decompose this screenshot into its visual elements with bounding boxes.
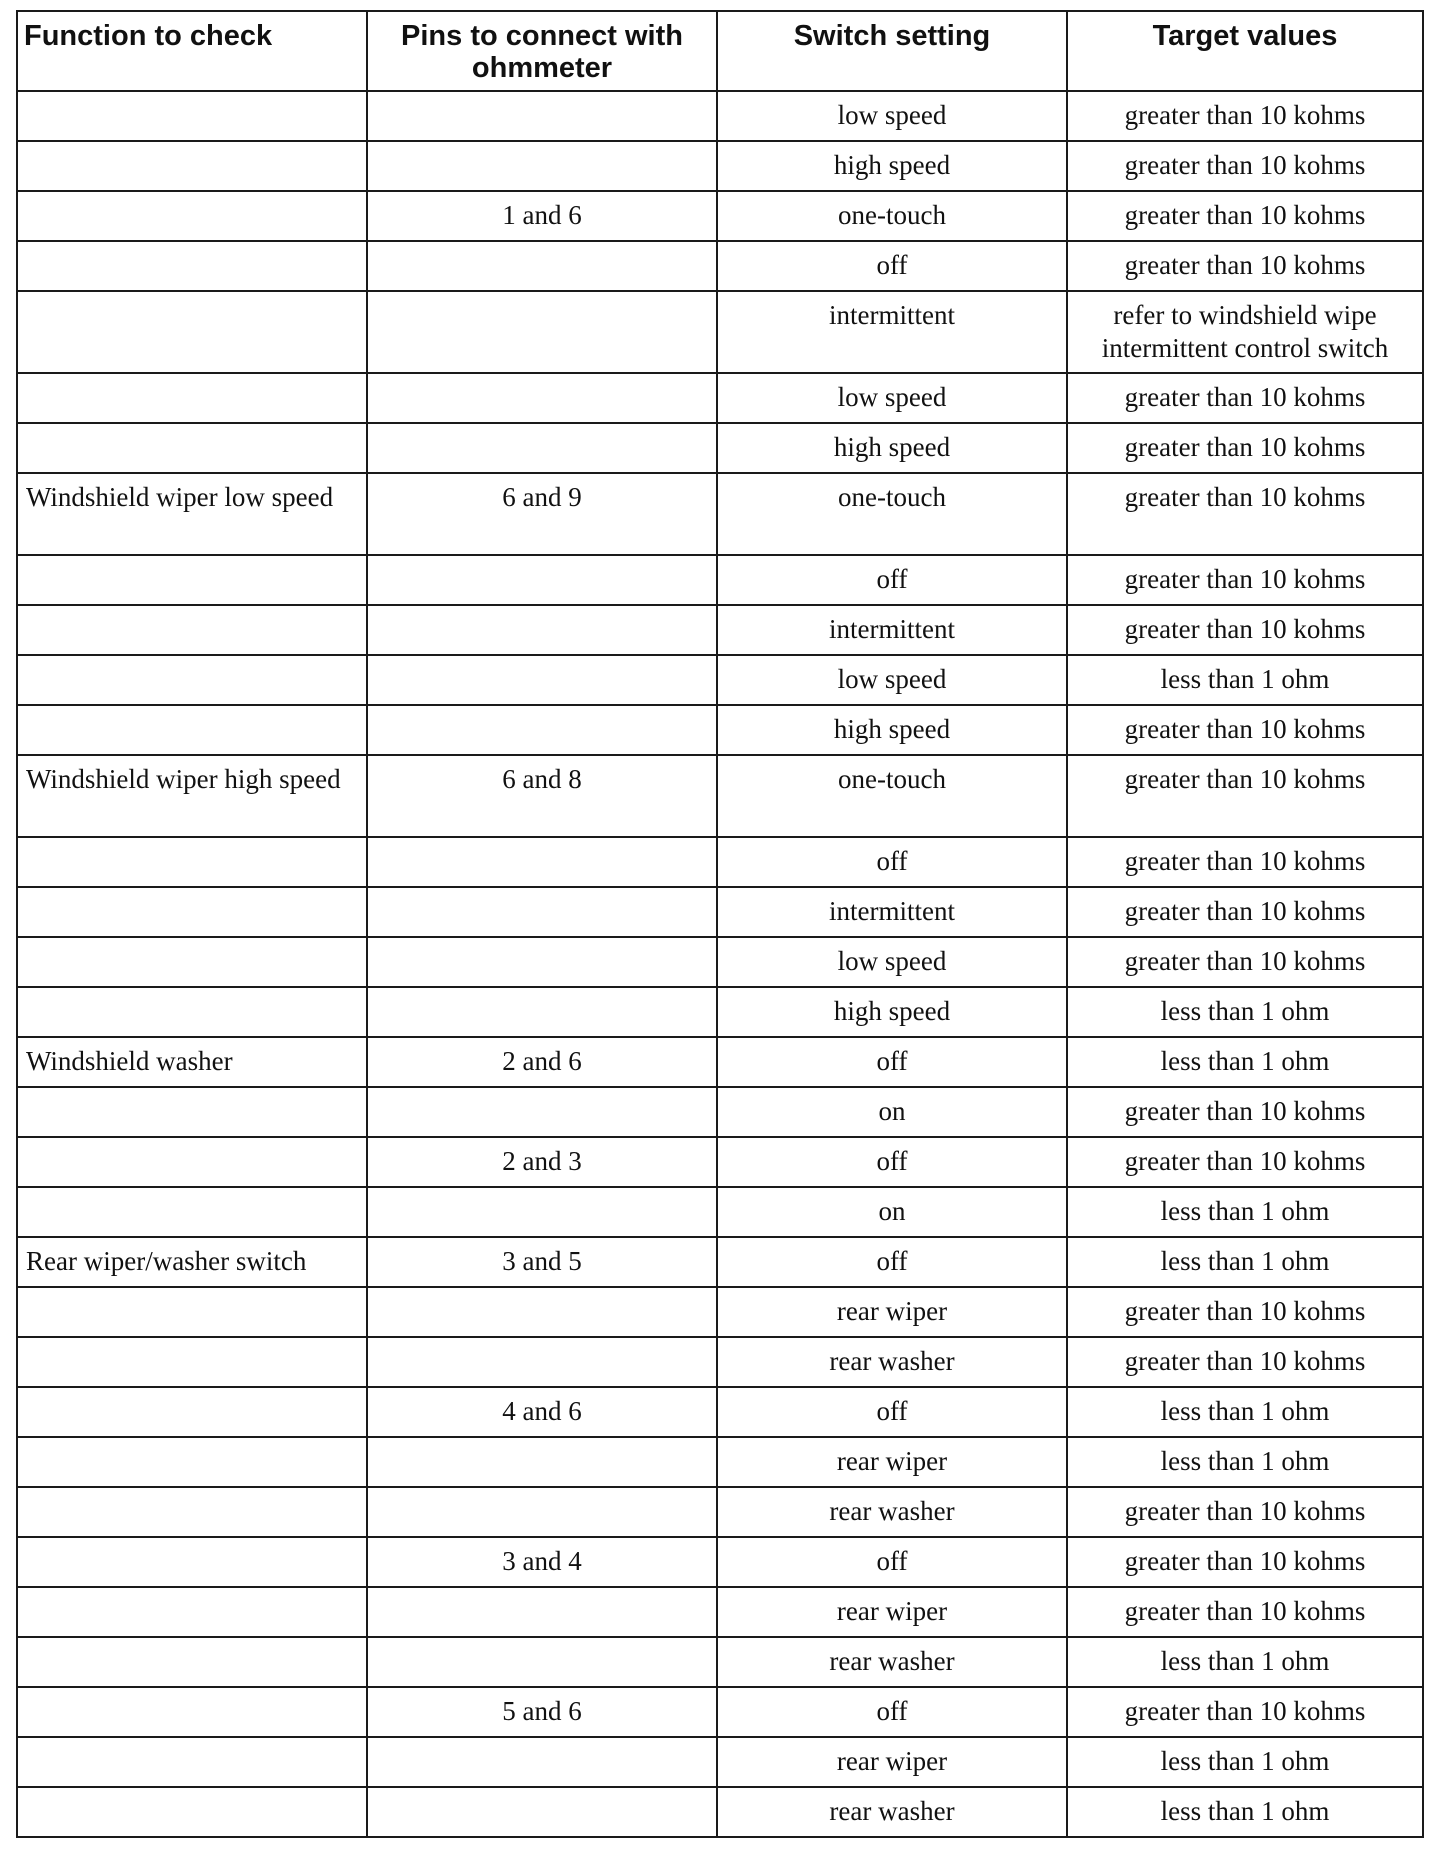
- function-cell: [17, 423, 367, 473]
- target-value-cell: greater than 10 kohms: [1067, 1587, 1423, 1637]
- target-value-cell: less than 1 ohm: [1067, 1037, 1423, 1087]
- function-cell: [17, 937, 367, 987]
- pins-cell: [367, 555, 717, 605]
- target-value-cell: greater than 10 kohms: [1067, 1137, 1423, 1187]
- target-value-cell: less than 1 ohm: [1067, 1437, 1423, 1487]
- switch-setting-cell: high speed: [717, 705, 1067, 755]
- table-row: [17, 141, 1423, 191]
- function-cell: [17, 555, 367, 605]
- switch-setting-cell: rear wiper: [717, 1437, 1067, 1487]
- table-row: [17, 555, 1423, 605]
- pins-cell: [367, 373, 717, 423]
- pins-cell: [367, 887, 717, 937]
- target-value-cell: greater than 10 kohms: [1067, 887, 1423, 937]
- function-cell: [17, 1637, 367, 1687]
- table-row: [17, 1237, 1423, 1287]
- pins-cell: [367, 1187, 717, 1237]
- function-cell: [17, 1737, 367, 1787]
- pins-cell: [367, 1487, 717, 1537]
- switch-setting-cell: rear washer: [717, 1787, 1067, 1837]
- target-value-cell: greater than 10 kohms: [1067, 473, 1423, 555]
- switch-setting-cell: high speed: [717, 423, 1067, 473]
- table-row: [17, 1487, 1423, 1537]
- function-cell: [17, 241, 367, 291]
- function-cell: [17, 1437, 367, 1487]
- header-pins: Pins to connect with ohmmeter: [367, 11, 717, 91]
- function-cell: [17, 1187, 367, 1237]
- switch-setting-cell: off: [717, 837, 1067, 887]
- switch-setting-cell: on: [717, 1087, 1067, 1137]
- function-cell: [17, 91, 367, 141]
- table-row: [17, 937, 1423, 987]
- target-value-cell: less than 1 ohm: [1067, 987, 1423, 1037]
- table-row: [17, 423, 1423, 473]
- pins-cell: [367, 1587, 717, 1637]
- pins-cell: [367, 937, 717, 987]
- pins-cell: [367, 987, 717, 1037]
- switch-setting-cell: low speed: [717, 91, 1067, 141]
- switch-setting-cell: rear washer: [717, 1337, 1067, 1387]
- function-cell: [17, 1787, 367, 1837]
- target-value-cell: less than 1 ohm: [1067, 1237, 1423, 1287]
- table-row: [17, 605, 1423, 655]
- target-value-cell: greater than 10 kohms: [1067, 1487, 1423, 1537]
- switch-setting-cell: rear wiper: [717, 1287, 1067, 1337]
- header-target-values: Target values: [1067, 11, 1423, 91]
- pins-cell: [367, 1437, 717, 1487]
- target-value-cell: less than 1 ohm: [1067, 1787, 1423, 1837]
- switch-setting-cell: rear wiper: [717, 1737, 1067, 1787]
- table-row: [17, 373, 1423, 423]
- pins-cell: 3 and 4: [367, 1537, 717, 1587]
- table-row: [17, 1787, 1423, 1837]
- pins-cell: [367, 837, 717, 887]
- header-switch-setting: Switch setting: [717, 11, 1067, 91]
- pins-cell: 5 and 6: [367, 1687, 717, 1737]
- function-cell: [17, 1337, 367, 1387]
- function-cell: [17, 1287, 367, 1337]
- target-value-cell: less than 1 ohm: [1067, 1387, 1423, 1437]
- table-row: [17, 91, 1423, 141]
- table-row: [17, 1687, 1423, 1737]
- pins-cell: 6 and 9: [367, 473, 717, 555]
- switch-setting-cell: one-touch: [717, 755, 1067, 837]
- switch-setting-cell: intermittent: [717, 605, 1067, 655]
- function-cell: [17, 1137, 367, 1187]
- table-row: [17, 473, 1423, 555]
- switch-setting-cell: off: [717, 1687, 1067, 1737]
- function-cell: [17, 887, 367, 937]
- function-cell: Windshield wiper high speed: [17, 755, 367, 837]
- function-cell: [17, 291, 367, 373]
- pins-cell: [367, 1637, 717, 1687]
- target-value-cell: greater than 10 kohms: [1067, 937, 1423, 987]
- table-row: [17, 1437, 1423, 1487]
- function-cell: [17, 1587, 367, 1637]
- function-cell: [17, 655, 367, 705]
- table-row: [17, 1337, 1423, 1387]
- table-row: [17, 191, 1423, 241]
- target-value-cell: greater than 10 kohms: [1067, 141, 1423, 191]
- pins-cell: [367, 1337, 717, 1387]
- target-value-cell: greater than 10 kohms: [1067, 1087, 1423, 1137]
- switch-setting-cell: one-touch: [717, 473, 1067, 555]
- function-cell: [17, 1087, 367, 1137]
- table-row: [17, 1387, 1423, 1437]
- target-value-cell: greater than 10 kohms: [1067, 1287, 1423, 1337]
- table-row: [17, 241, 1423, 291]
- switch-setting-cell: off: [717, 241, 1067, 291]
- function-cell: [17, 1537, 367, 1587]
- target-value-cell: less than 1 ohm: [1067, 1737, 1423, 1787]
- switch-setting-cell: off: [717, 1537, 1067, 1587]
- function-cell: [17, 141, 367, 191]
- table-body: [17, 91, 1423, 1837]
- pins-cell: [367, 1737, 717, 1787]
- switch-setting-cell: rear wiper: [717, 1587, 1067, 1637]
- switch-setting-cell: off: [717, 1137, 1067, 1187]
- function-cell: Windshield wiper low speed: [17, 473, 367, 555]
- switch-setting-cell: intermittent: [717, 291, 1067, 373]
- table-row: [17, 837, 1423, 887]
- target-value-cell: greater than 10 kohms: [1067, 705, 1423, 755]
- switch-setting-cell: intermittent: [717, 887, 1067, 937]
- target-value-cell: greater than 10 kohms: [1067, 755, 1423, 837]
- target-value-cell: greater than 10 kohms: [1067, 1687, 1423, 1737]
- switch-setting-cell: on: [717, 1187, 1067, 1237]
- pins-cell: [367, 291, 717, 373]
- table-row: [17, 1087, 1423, 1137]
- target-value-cell: greater than 10 kohms: [1067, 605, 1423, 655]
- target-value-cell: greater than 10 kohms: [1067, 423, 1423, 473]
- pins-cell: [367, 1087, 717, 1137]
- function-cell: [17, 1687, 367, 1737]
- pins-cell: 3 and 5: [367, 1237, 717, 1287]
- header-row: [17, 11, 1423, 91]
- switch-setting-cell: off: [717, 555, 1067, 605]
- target-value-cell: greater than 10 kohms: [1067, 373, 1423, 423]
- pins-cell: [367, 91, 717, 141]
- pins-cell: 1 and 6: [367, 191, 717, 241]
- pins-cell: 4 and 6: [367, 1387, 717, 1437]
- table-row: [17, 1737, 1423, 1787]
- function-cell: Windshield washer: [17, 1037, 367, 1087]
- target-value-cell: greater than 10 kohms: [1067, 1337, 1423, 1387]
- function-cell: Rear wiper/washer switch: [17, 1237, 367, 1287]
- table-row: [17, 655, 1423, 705]
- switch-setting-cell: high speed: [717, 987, 1067, 1037]
- table-row: [17, 1537, 1423, 1587]
- header-function: Function to check: [17, 11, 367, 91]
- function-cell: [17, 191, 367, 241]
- target-value-cell: greater than 10 kohms: [1067, 555, 1423, 605]
- function-cell: [17, 1487, 367, 1537]
- pins-cell: [367, 241, 717, 291]
- ohmmeter-check-table: [16, 10, 1424, 1838]
- pins-cell: [367, 655, 717, 705]
- table-row: [17, 887, 1423, 937]
- table-row: [17, 1137, 1423, 1187]
- function-cell: [17, 705, 367, 755]
- pins-cell: [367, 141, 717, 191]
- function-cell: [17, 373, 367, 423]
- table-row: [17, 291, 1423, 373]
- function-cell: [17, 987, 367, 1037]
- target-value-cell: less than 1 ohm: [1067, 1187, 1423, 1237]
- switch-setting-cell: one-touch: [717, 191, 1067, 241]
- target-value-cell: greater than 10 kohms: [1067, 91, 1423, 141]
- switch-setting-cell: off: [717, 1387, 1067, 1437]
- table-row: [17, 1037, 1423, 1087]
- pins-cell: 2 and 6: [367, 1037, 717, 1087]
- switch-setting-cell: rear washer: [717, 1487, 1067, 1537]
- pins-cell: [367, 605, 717, 655]
- switch-setting-cell: low speed: [717, 373, 1067, 423]
- table-row: [17, 1587, 1423, 1637]
- table-row: [17, 1287, 1423, 1337]
- pins-cell: 2 and 3: [367, 1137, 717, 1187]
- target-value-cell: less than 1 ohm: [1067, 655, 1423, 705]
- table-row: [17, 987, 1423, 1037]
- target-value-cell: less than 1 ohm: [1067, 1637, 1423, 1687]
- pins-cell: [367, 705, 717, 755]
- pins-cell: [367, 423, 717, 473]
- switch-setting-cell: off: [717, 1237, 1067, 1287]
- function-cell: [17, 1387, 367, 1437]
- switch-setting-cell: low speed: [717, 937, 1067, 987]
- target-value-cell: refer to windshield wipe intermittent control switch: [1067, 291, 1423, 373]
- switch-setting-cell: high speed: [717, 141, 1067, 191]
- table-row: [17, 755, 1423, 837]
- pins-cell: [367, 1787, 717, 1837]
- target-value-cell: greater than 10 kohms: [1067, 1537, 1423, 1587]
- function-cell: [17, 605, 367, 655]
- pins-cell: 6 and 8: [367, 755, 717, 837]
- table-row: [17, 705, 1423, 755]
- target-value-cell: greater than 10 kohms: [1067, 837, 1423, 887]
- switch-setting-cell: low speed: [717, 655, 1067, 705]
- table-row: [17, 1637, 1423, 1687]
- pins-cell: [367, 1287, 717, 1337]
- function-cell: [17, 837, 367, 887]
- switch-setting-cell: rear washer: [717, 1637, 1067, 1687]
- switch-setting-cell: off: [717, 1037, 1067, 1087]
- target-value-cell: greater than 10 kohms: [1067, 191, 1423, 241]
- table-row: [17, 1187, 1423, 1237]
- target-value-cell: greater than 10 kohms: [1067, 241, 1423, 291]
